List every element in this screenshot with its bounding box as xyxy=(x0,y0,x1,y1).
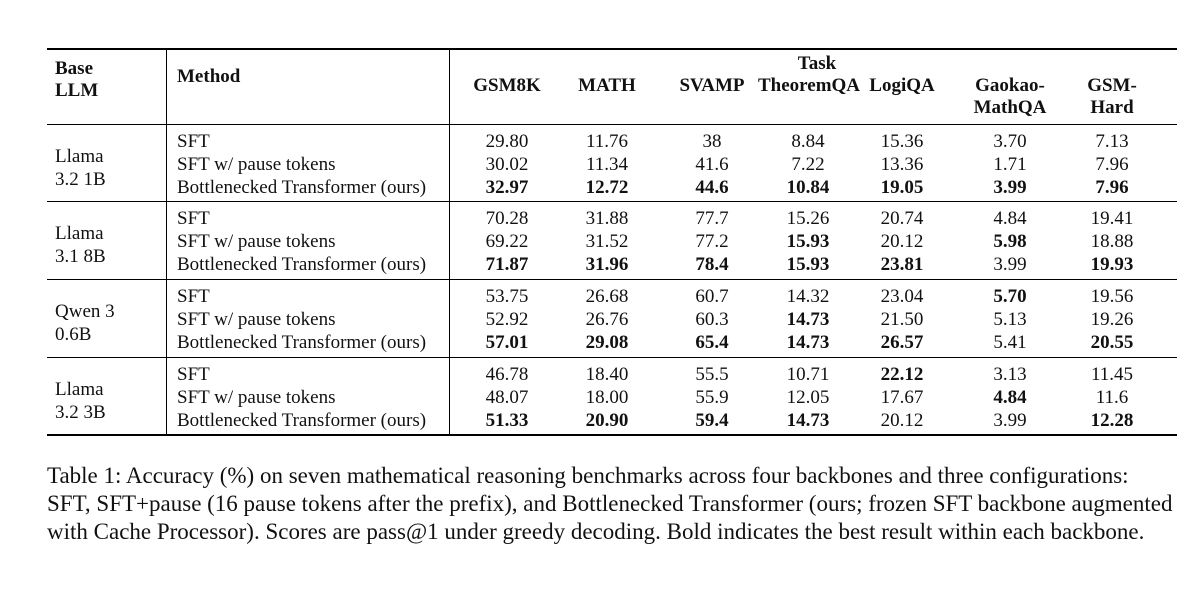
score-cell: 77.2 xyxy=(695,231,729,252)
score-cell: 11.76 xyxy=(585,131,629,152)
base-llm-line2: 3.1 8B xyxy=(55,246,106,267)
base-llm-line2: 3.2 1B xyxy=(55,169,106,190)
score-cell: 19.41 xyxy=(1090,208,1134,229)
score-cell: 11.45 xyxy=(1090,364,1134,385)
score-cell: 31.52 xyxy=(585,231,629,252)
score-cell: 3.99 xyxy=(993,177,1027,198)
score-cell: 60.3 xyxy=(695,309,729,330)
base-llm-line1: Llama xyxy=(55,379,104,400)
score-cell: 18.40 xyxy=(585,364,629,385)
score-cell: 20.12 xyxy=(880,231,924,252)
method-label: SFT w/ pause tokens xyxy=(177,154,336,175)
method-label: SFT w/ pause tokens xyxy=(177,387,336,408)
score-cell: 70.28 xyxy=(485,208,529,229)
column-header-line1: LogiQA xyxy=(869,75,935,96)
score-cell: 55.5 xyxy=(695,364,729,385)
score-cell: 11.34 xyxy=(585,154,629,175)
score-cell: 69.22 xyxy=(485,231,529,252)
score-cell: 78.4 xyxy=(695,254,729,275)
base-llm-line2: 0.6B xyxy=(55,324,92,345)
score-cell: 23.81 xyxy=(880,254,924,275)
column-header-line2: Hard xyxy=(1090,97,1134,118)
score-cell: 7.13 xyxy=(1095,131,1129,152)
score-cell: 15.26 xyxy=(786,208,830,229)
column-header-line1: MATH xyxy=(578,75,636,96)
score-cell: 41.6 xyxy=(695,154,729,175)
score-cell: 30.02 xyxy=(485,154,529,175)
table-row xyxy=(47,130,1177,153)
table-row xyxy=(47,409,1177,432)
score-cell: 20.55 xyxy=(1090,332,1134,353)
column-header-line2: MathQA xyxy=(973,97,1047,118)
column-header xyxy=(758,75,861,97)
group-divider-rule xyxy=(47,357,1177,358)
column-header xyxy=(557,75,657,97)
score-cell: 14.73 xyxy=(786,332,830,353)
score-cell: 32.97 xyxy=(485,177,529,198)
score-cell: 52.92 xyxy=(485,309,529,330)
group-divider-rule xyxy=(47,279,1177,280)
table-bottom-rule xyxy=(47,434,1177,436)
table-row xyxy=(47,153,1177,176)
score-cell: 13.36 xyxy=(880,154,924,175)
score-cell: 57.01 xyxy=(485,332,529,353)
column-header-line1: GSM8K xyxy=(473,75,541,96)
score-cell: 26.76 xyxy=(585,309,629,330)
column-divider-method xyxy=(449,48,450,434)
column-header xyxy=(960,75,1060,119)
group-divider-rule xyxy=(47,201,1177,202)
method-label: Bottlenecked Transformer (ours) xyxy=(177,177,427,198)
column-header xyxy=(852,75,952,97)
base-llm-line1: Llama xyxy=(55,146,104,167)
score-cell: 4.84 xyxy=(993,387,1027,408)
score-cell: 26.68 xyxy=(585,286,629,307)
header-method: Method xyxy=(177,66,241,87)
header-base-llm-line2: LLM xyxy=(55,80,99,101)
score-cell: 12.72 xyxy=(585,177,629,198)
score-cell: 14.32 xyxy=(786,286,830,307)
score-cell: 77.7 xyxy=(695,208,729,229)
score-cell: 12.28 xyxy=(1090,410,1134,431)
column-header-line1: SVAMP xyxy=(679,75,745,96)
method-label: Bottlenecked Transformer (ours) xyxy=(177,254,427,275)
score-cell: 22.12 xyxy=(880,364,924,385)
score-cell: 5.13 xyxy=(993,309,1027,330)
header-task: Task xyxy=(797,53,837,74)
score-cell: 12.05 xyxy=(786,387,830,408)
score-cell: 23.04 xyxy=(880,286,924,307)
score-cell: 44.6 xyxy=(695,177,729,198)
score-cell: 15.36 xyxy=(880,131,924,152)
score-cell: 1.71 xyxy=(993,154,1027,175)
score-cell: 18.88 xyxy=(1090,231,1134,252)
method-label: SFT xyxy=(177,364,210,385)
table-row xyxy=(47,386,1177,409)
column-header-line1: Gaokao- xyxy=(975,75,1045,96)
score-cell: 46.78 xyxy=(485,364,529,385)
score-cell: 51.33 xyxy=(485,410,529,431)
method-label: SFT xyxy=(177,131,210,152)
score-cell: 29.80 xyxy=(485,131,529,152)
base-llm-line1: Llama xyxy=(55,223,104,244)
column-header xyxy=(662,75,762,97)
group-divider-rule xyxy=(47,124,1177,125)
score-cell: 71.87 xyxy=(485,254,529,275)
base-llm-line2: 3.2 3B xyxy=(55,402,106,423)
score-cell: 59.4 xyxy=(695,410,729,431)
score-cell: 31.88 xyxy=(585,208,629,229)
method-label: Bottlenecked Transformer (ours) xyxy=(177,410,427,431)
table-row xyxy=(47,331,1177,354)
score-cell: 17.67 xyxy=(880,387,924,408)
score-cell: 3.70 xyxy=(993,131,1027,152)
method-label: SFT xyxy=(177,286,210,307)
method-label: SFT xyxy=(177,208,210,229)
score-cell: 14.73 xyxy=(786,309,830,330)
column-header-line1: TheoremQA xyxy=(758,75,861,96)
score-cell: 20.74 xyxy=(880,208,924,229)
header-base-llm xyxy=(55,58,98,102)
score-cell: 8.84 xyxy=(791,131,825,152)
base-llm-line1: Qwen 3 xyxy=(55,301,115,322)
score-cell: 10.84 xyxy=(786,177,830,198)
table-row xyxy=(47,176,1177,199)
score-cell: 18.00 xyxy=(585,387,629,408)
score-cell: 19.26 xyxy=(1090,309,1134,330)
score-cell: 31.96 xyxy=(585,254,629,275)
score-cell: 15.93 xyxy=(786,231,830,252)
table-caption: Table 1: Accuracy (%) on seven mathematical reasoning benchmarks across four backbones and three configurations: SFT, SFT+pause (16 pause tokens after the prefix), and Bottlenecked Transformer (ours; frozen SFT backbone augmented with Cache Processor). Scores are pass@1 under greedy decoding. Bold indicates the best result within each backbone. xyxy=(47,463,1173,544)
score-cell: 20.12 xyxy=(880,410,924,431)
score-cell: 29.08 xyxy=(585,332,629,353)
score-cell: 7.22 xyxy=(791,154,825,175)
column-header xyxy=(457,75,557,97)
score-cell: 5.70 xyxy=(993,286,1027,307)
table-row xyxy=(47,308,1177,331)
header-base-llm-line1: Base xyxy=(55,58,93,79)
table-row xyxy=(47,207,1177,230)
table-row xyxy=(47,285,1177,308)
score-cell: 14.73 xyxy=(786,410,830,431)
table-row xyxy=(47,230,1177,253)
score-cell: 7.96 xyxy=(1095,177,1129,198)
table-top-rule xyxy=(47,48,1177,50)
score-cell: 10.71 xyxy=(786,364,830,385)
column-header-line1: GSM- xyxy=(1087,75,1137,96)
score-cell: 55.9 xyxy=(695,387,729,408)
method-label: SFT w/ pause tokens xyxy=(177,231,336,252)
score-cell: 20.90 xyxy=(585,410,629,431)
score-cell: 3.99 xyxy=(993,410,1027,431)
column-divider-llm xyxy=(166,48,167,434)
score-cell: 5.41 xyxy=(993,332,1027,353)
score-cell: 15.93 xyxy=(786,254,830,275)
method-label: Bottlenecked Transformer (ours) xyxy=(177,332,427,353)
score-cell: 26.57 xyxy=(880,332,924,353)
score-cell: 3.99 xyxy=(993,254,1027,275)
score-cell: 19.05 xyxy=(880,177,924,198)
column-header xyxy=(1062,75,1162,119)
score-cell: 19.56 xyxy=(1090,286,1134,307)
score-cell: 5.98 xyxy=(993,231,1027,252)
score-cell: 19.93 xyxy=(1090,254,1134,275)
score-cell: 3.13 xyxy=(993,364,1027,385)
table-row xyxy=(47,363,1177,386)
score-cell: 11.6 xyxy=(1095,387,1129,408)
score-cell: 48.07 xyxy=(485,387,529,408)
method-label: SFT w/ pause tokens xyxy=(177,309,336,330)
score-cell: 65.4 xyxy=(695,332,729,353)
table-row xyxy=(47,253,1177,276)
score-cell: 53.75 xyxy=(485,286,529,307)
score-cell: 21.50 xyxy=(880,309,924,330)
score-cell: 38 xyxy=(702,131,722,152)
score-cell: 7.96 xyxy=(1095,154,1129,175)
score-cell: 60.7 xyxy=(695,286,729,307)
score-cell: 4.84 xyxy=(993,208,1027,229)
